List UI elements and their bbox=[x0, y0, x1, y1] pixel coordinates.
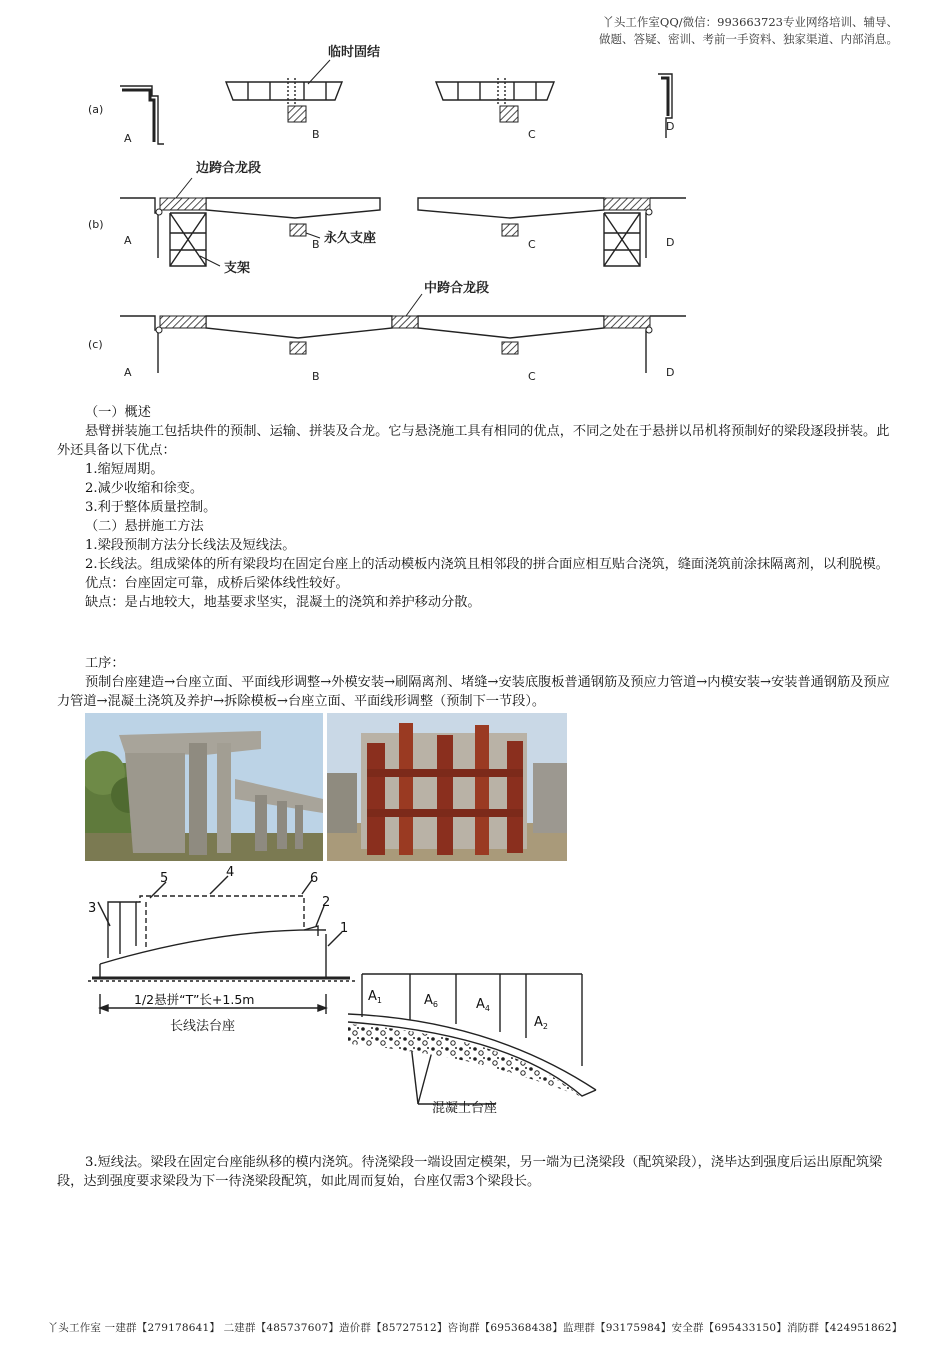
pier-label-a1: A bbox=[124, 132, 132, 145]
pier-label-a3: A bbox=[124, 366, 132, 379]
num-label-1: 1 bbox=[340, 921, 349, 936]
header-line-2: 做题、答疑、密训、考前一手资料、独家渠道、内部消息。 bbox=[599, 32, 898, 46]
row-label-c: (c) bbox=[88, 338, 103, 351]
pier-label-b3: B bbox=[312, 370, 320, 383]
callout-mid-closure: 中跨合龙段 bbox=[424, 281, 490, 296]
page-footer: 丫头工作室 一建群【279178641】 二建群【485737607】造价群【85727512】咨询群【695368438】监理群【93175984】安全群【695433150】消防群【424951862】 bbox=[47, 1322, 903, 1334]
row-label-b: (b) bbox=[88, 218, 104, 231]
num-label-6: 6 bbox=[310, 871, 319, 886]
section-2-title: （二）悬拼施工方法 bbox=[85, 519, 204, 534]
long-line-pros: 优点：台座固定可靠，成桥后梁体线性较好。 bbox=[85, 576, 349, 591]
pier-label-d1: D bbox=[666, 120, 675, 133]
pier-label-c1: C bbox=[528, 128, 536, 141]
num-label-3: 3 bbox=[88, 901, 97, 916]
text-block-1 bbox=[57, 403, 899, 612]
concrete-bed-label: 混凝土台座 bbox=[432, 1101, 498, 1116]
num-label-5: 5 bbox=[160, 871, 169, 886]
pier-label-a2: A bbox=[124, 234, 132, 247]
num-label-4: 4 bbox=[226, 866, 235, 880]
callout-support: 支架 bbox=[224, 261, 251, 276]
long-line-cons: 缺点：是占地较大，地基要求坚实，混凝土的浇筑和养护移动分散。 bbox=[85, 595, 481, 610]
procedure-body: 预制台座建造→台座立面、平面线形调整→外模安装→刷隔离剂、堵缝→安装底腹板普通钢筋及预应力管道→内模安装→安装普通钢筋及预应力管道→混凝土浇筑及养护→拆除模板→台座立面、平面线形调整（预制下一节段）。 bbox=[57, 675, 890, 709]
pier-label-c3: C bbox=[528, 370, 536, 383]
long-line-bed-figure bbox=[80, 866, 620, 1131]
text-block-2 bbox=[57, 654, 899, 711]
advantage-3: 3.利于整体质量控制。 bbox=[85, 500, 217, 515]
method-summary: 1.梁段预制方法分长线法及短线法。 bbox=[85, 538, 296, 553]
pier-label-d2: D bbox=[666, 236, 675, 249]
bed-label: 长线法台座 bbox=[170, 1019, 236, 1034]
construction-photos bbox=[85, 713, 567, 861]
segment-label-a2: $A_2$ bbox=[534, 1015, 548, 1031]
cantilever-stages-figure bbox=[80, 38, 700, 388]
long-line-method: 2.长线法。组成梁体的所有梁段均在固定台座上的活动模板内浇筑且相邻段的拼合面应相互贴合浇筑，缝面浇筑前涂抹隔离剂，以利脱模。 bbox=[85, 557, 889, 572]
photo-precast-piers bbox=[85, 713, 323, 861]
callout-bearing: 永久支座 bbox=[324, 231, 377, 246]
section-1-title: （一）概述 bbox=[85, 405, 151, 420]
callout-temp-fix: 临时固结 bbox=[328, 45, 381, 60]
segment-label-a1: $A_1$ bbox=[368, 989, 382, 1005]
advantage-2: 2.减少收缩和徐变。 bbox=[85, 481, 204, 496]
num-label-2: 2 bbox=[322, 895, 331, 910]
procedure-title: 工序： bbox=[85, 656, 125, 671]
callout-side-closure: 边跨合龙段 bbox=[196, 161, 262, 176]
dimension-label: 1/2悬拼“T”长+1.5m bbox=[134, 992, 255, 1007]
pier-label-c2: C bbox=[528, 238, 536, 251]
pier-label-b1: B bbox=[312, 128, 320, 141]
row-label-a: (a) bbox=[88, 103, 104, 116]
photo-steel-formwork bbox=[327, 713, 567, 861]
pier-label-b2: B bbox=[312, 238, 320, 251]
segment-label-a6: $A_6$ bbox=[424, 993, 438, 1009]
pier-label-d3: D bbox=[666, 366, 675, 379]
section-1-paragraph: 悬臂拼装施工包括块件的预制、运输、拼装及合龙。它与悬浇施工具有相同的优点，不同之处在于悬拼以吊机将预制好的梁段逐段拼装。此外还具备以下优点： bbox=[57, 424, 890, 458]
segment-label-a4: $A_4$ bbox=[476, 997, 490, 1013]
text-block-3 bbox=[57, 1153, 899, 1191]
advantage-1: 1.缩短周期。 bbox=[85, 462, 164, 477]
header-line-1: 丫头工作室QQ/微信：993663723专业网络培训、辅导、 bbox=[602, 15, 898, 29]
short-line-method: 3.短线法。梁段在固定台座能纵移的模内浇筑。待浇梁段一端设固定模架，另一端为已浇梁段（配筑梁段），浇毕达到强度后运出原配筑梁段，达到强度要求梁段为下一待浇梁段配筑，如此周而复始，台座仅需3个梁段长。 bbox=[57, 1155, 883, 1189]
